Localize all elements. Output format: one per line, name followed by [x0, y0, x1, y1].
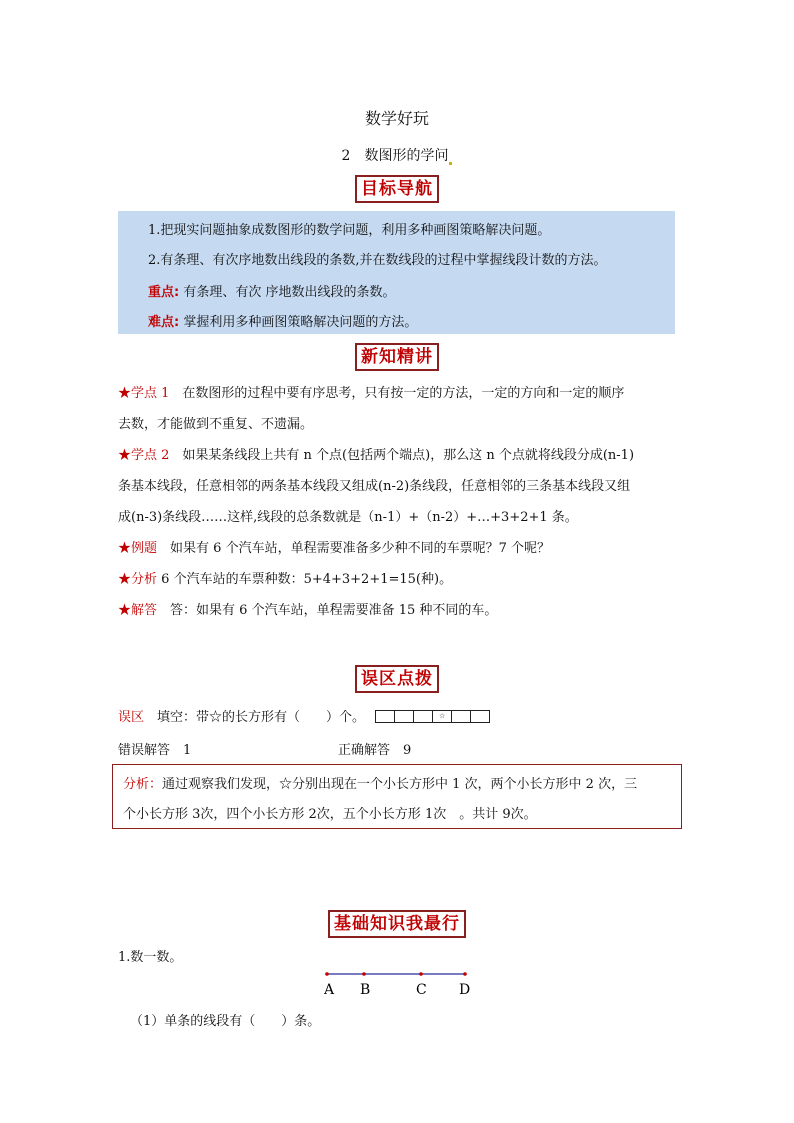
- point-d-dot: [463, 972, 467, 976]
- section-goals-header: 目标导航: [0, 175, 794, 203]
- goal-line-1: 1.把现实问题抽象成数图形的数学问题，利用多种画图策略解决问题。: [148, 223, 551, 238]
- point-label-c: C: [416, 982, 427, 998]
- point-1-line-2: 去数，才能做到不重复、不遗漏。: [118, 417, 314, 432]
- point-label-a: A: [324, 982, 335, 998]
- point-c-dot: [419, 972, 423, 976]
- goals-box: [118, 211, 675, 334]
- goal-hard-point: 难点: 掌握利用多种画图策略解决问题的方法。: [148, 315, 418, 330]
- point-2-line-1: ★学点 2 如果某条线段上共有 n 个点(包括两个端点)，那么这 n 个点就将线段分成(n-1): [118, 448, 635, 463]
- point-label-d: D: [459, 982, 471, 998]
- section-basics-header: 基础知识我最行: [0, 910, 794, 938]
- analysis-line-1: 分析：通过观察我们发现，☆分别出现在一个小长方形中 1 次，两个小长方形中 2 次，三: [123, 777, 638, 792]
- point-2-line-2: 条基本线段，任意相邻的两条基本线段又组成(n-2)条线段，任意相邻的三条基本线段又组: [118, 479, 631, 494]
- rectangle-strip: [375, 709, 490, 724]
- point-a-dot: [325, 972, 329, 976]
- mistake-analysis-box: [112, 764, 682, 829]
- exercise-1-sub-1: （1）单条的线段有（ ）条。: [130, 1014, 321, 1029]
- page-subtitle: 2 数图形的学问: [0, 145, 794, 165]
- goal-key-point: 重点: 有条理、有次 序地数出线段的条数。: [148, 285, 396, 300]
- point-b-dot: [362, 972, 366, 976]
- goal-line-2: 2.有条理、有次序地数出线段的条数,并在数线段的过程中掌握线段计数的方法。: [148, 253, 607, 268]
- right-answer: 正确解答 9: [338, 743, 412, 758]
- analysis: ★分析 6 个汽车站的车票种数：5+4+3+2+1=15(种)。: [118, 572, 453, 587]
- point-label-b: B: [360, 982, 371, 998]
- star-cell: ☆: [433, 710, 452, 723]
- solution: ★解答 答：如果有 6 个汽车站，单程需要准备 15 种不同的车。: [118, 603, 498, 618]
- wrong-answer: 错误解答 1: [118, 743, 192, 758]
- new-knowledge: [118, 378, 688, 626]
- section-mistakes-header: 误区点拨: [0, 665, 794, 693]
- example: ★例题 如果有 6 个汽车站，单程需要准备多少种不同的车票呢？7 个呢？: [118, 541, 550, 556]
- point-2-line-3: 成(n-3)条线段……这样,线段的总条数就是（n-1）+（n-2）+…+3+2+1 条。: [118, 510, 578, 525]
- segment-figure: [324, 970, 474, 1002]
- page-title: 数学好玩: [364, 109, 429, 128]
- mistake-question: 误区 填空：带☆的长方形有（ ）个。 ☆: [118, 706, 490, 725]
- mark-dot: [449, 162, 452, 165]
- section-new-header: 新知精讲: [0, 343, 794, 371]
- point-1-line-1: ★学点 1 在数图形的过程中要有序思考，只有按一定的方法，一定的方向和一定的顺序: [118, 386, 625, 401]
- analysis-line-2: 个小长方形 3次，四个小长方形 2次，五个小长方形 1次 。共计 9次。: [123, 807, 537, 822]
- exercise-1-title: 1.数一数。: [118, 950, 183, 965]
